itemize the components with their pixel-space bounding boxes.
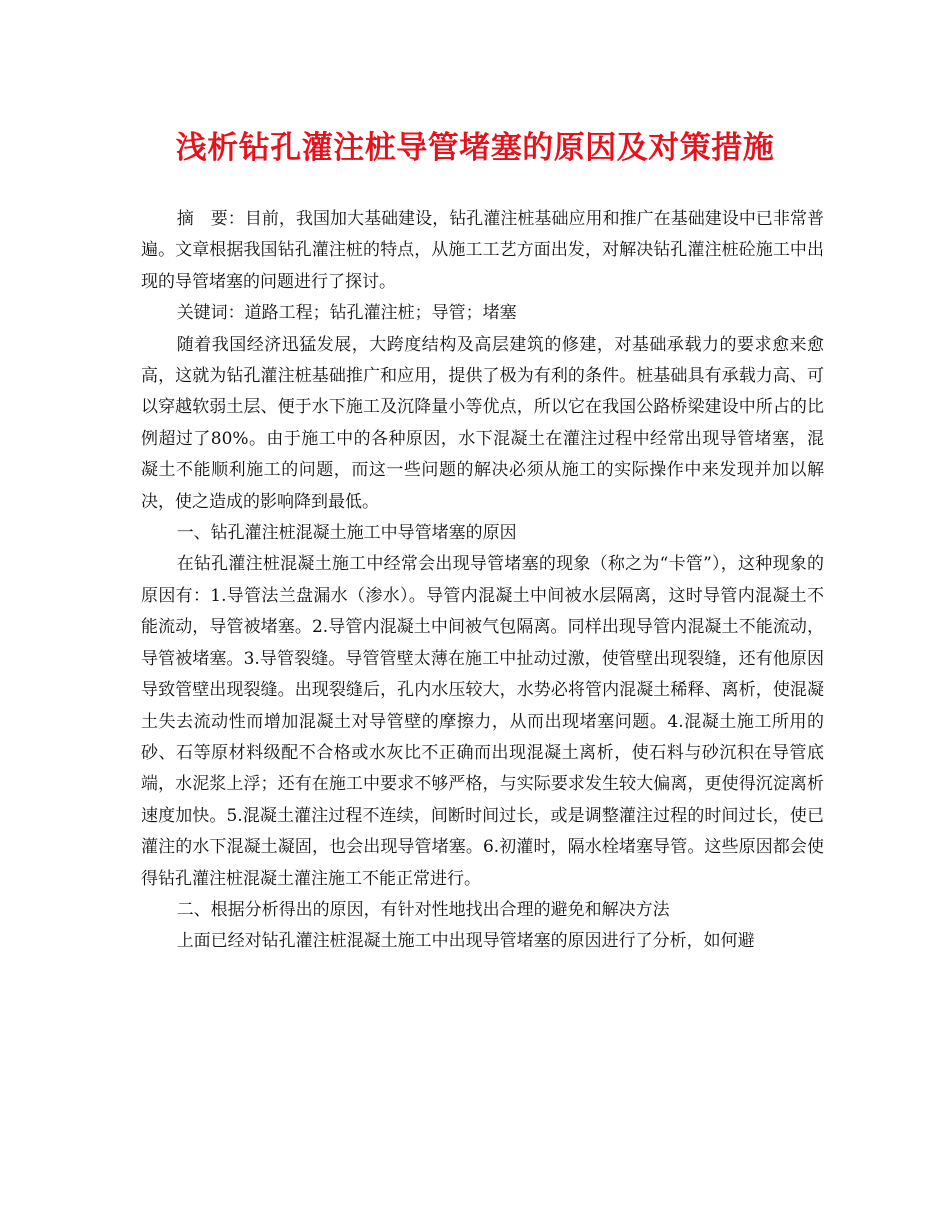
section-heading-1: 一、钻孔灌注桩混凝土施工中导管堵塞的原因 <box>176 523 517 544</box>
document-title: 浅析钻孔灌注桩导管堵塞的原因及对策措施 <box>175 130 775 166</box>
document-body <box>141 204 824 958</box>
intro-paragraph: 随着我国经济迅猛发展，大跨度结构及高层建筑的修建，对基础承载力的要求愈来愈高，这就为钻孔灌注桩基础推广和应用，提供了极为有利的条件。桩基础具有承载力高、可以穿越软弱土层、便于水下施工及沉降量小等优点，所以它在我国公路桥梁建设中所占的比例超过了80%。由于施工中的各种原因，水下混凝土在灌注过程中经常出现导管堵塞，混凝土不能顺利施工的问题，而这一些问题的解决必须从施工的实际操作中来发现并加以解决，使之造成的影响降到最低。 <box>141 334 824 512</box>
solutions-paragraph: 上面已经对钻孔灌注桩混凝土施工中出现导管堵塞的原因进行了分析，如何避 <box>176 931 755 952</box>
section-heading-2: 二、根据分析得出的原因，有针对性地找出合理的避免和解决方法 <box>176 899 670 920</box>
causes-paragraph: 在钻孔灌注桩混凝土施工中经常会出现导管堵塞的现象（称之为“卡管”），这种现象的原因有：1.导管法兰盘漏水（渗水）。导管内混凝土中间被水层隔离，这时导管内混凝土不能流动，导管被堵塞。2.导管内混凝土中间被气包隔离。同样出现导管内混凝土不能流动，导管被堵塞。3.导管裂缝。导管管壁太薄在施工中扯动过激，使管壁出现裂缝，还有他原因导致管壁出现裂缝。出现裂缝后，孔内水压较大，水势必将管内混凝土稀释、离析，使混凝土失去流动性而增加混凝土对导管壁的摩擦力，从而出现堵塞问题。4.混凝土施工所用的砂、石等原材料级配不合格或水灰比不正确而出现混凝土离析，使石料与砂沉积在导管底端，水泥浆上浮；还有在施工中要求不够严格，与实际要求发生较大偏离，更使得沉淀离析速度加快。5.混凝土灌注过程不连续，间断时间过长，或是调整灌注过程的时间过长，使已灌注的水下混凝土凝固，也会出现导管堵塞。6.初灌时，隔水栓堵塞导管。这些原因都会使得钻孔灌注桩混凝土灌注施工不能正常进行。 <box>141 554 824 889</box>
keywords-paragraph: 关键词：道路工程；钻孔灌注桩；导管；堵塞 <box>176 303 517 324</box>
abstract-paragraph: 摘 要：目前，我国加大基础建设，钻孔灌注桩基础应用和推广在基础建设中已非常普遍。文章根据我国钻孔灌注桩的特点，从施工工艺方面出发，对解决钻孔灌注桩砼施工中出现的导管堵塞的问题进行了探讨。 <box>141 209 824 292</box>
